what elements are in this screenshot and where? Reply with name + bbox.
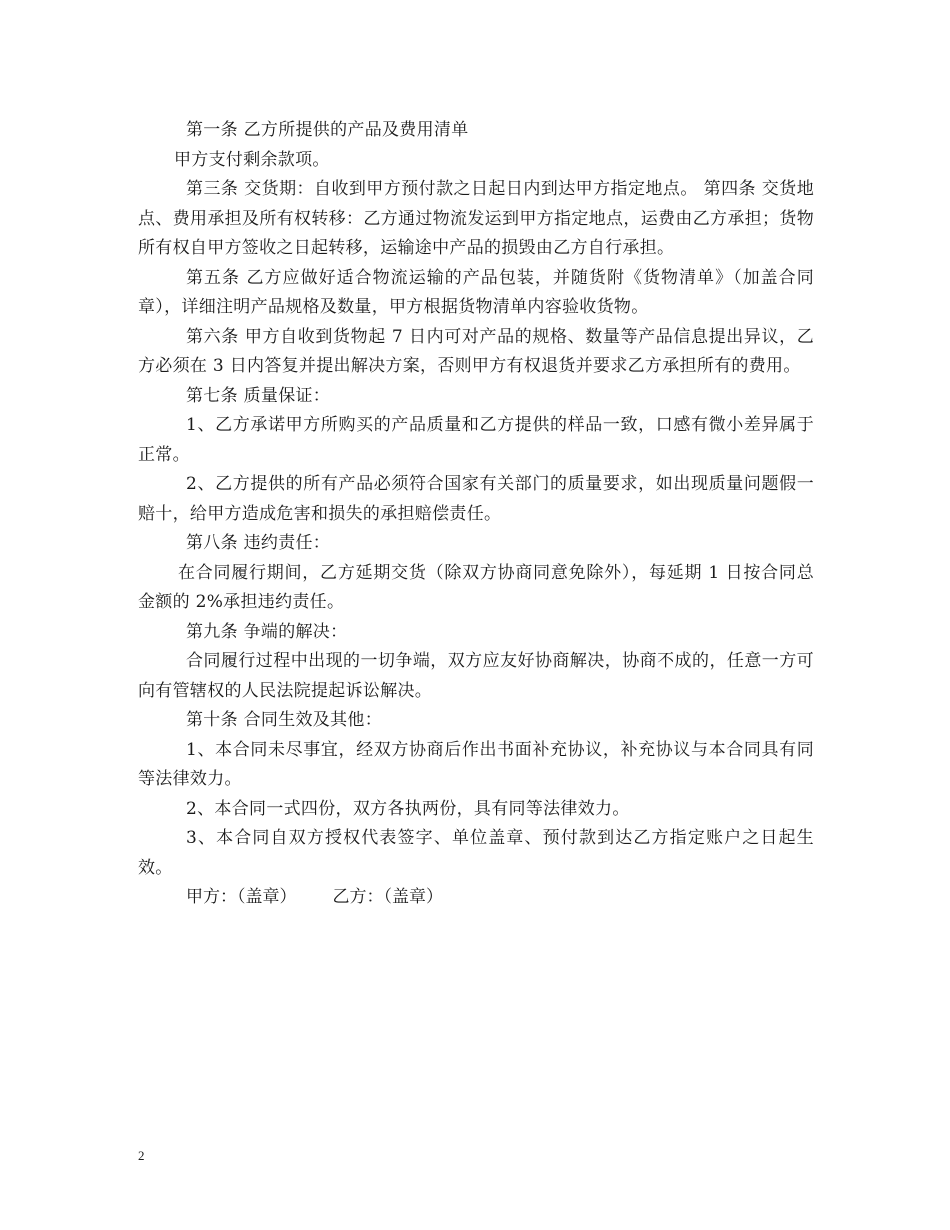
article-10-item-2: 2、本合同一式四份，双方各执两份，具有同等法律效力。: [186, 798, 630, 819]
article-10-heading: 第十条 合同生效及其他：: [186, 710, 383, 730]
signature-line: [138, 883, 814, 913]
article-10-item-1: 1、本合同未尽事宜，经双方协商后作出书面补充协议，补充协议与本合同具有同等法律效力。: [138, 739, 814, 789]
article-8-heading: 第八条 违约责任：: [186, 533, 331, 553]
article-10-item-3: 3、本合同自双方授权代表签字、单位盖章、预付款到达乙方指定账户之日起生效。: [138, 828, 814, 878]
article-9-heading: 第九条 争端的解决：: [186, 621, 348, 642]
article-7-item-1: 1、乙方承诺甲方所购买的产品质量和乙方提供的样品一致，口感有微小差异属于正常。: [138, 415, 814, 465]
article-7-heading: 第七条 质量保证：: [186, 385, 331, 406]
page-number: 2: [138, 1148, 145, 1163]
party-a-seal: 甲方：（盖章）: [186, 887, 297, 907]
payment-remaining-paragraph: 甲方支付剩余款项。: [174, 149, 330, 170]
article-3-4-paragraph: 第三条 交货期：自收到甲方预付款之日起日内到达甲方指定地点。 第四条 交货地点、费用承担及所有权转移：乙方通过物流发运到甲方指定地点，运费由乙方承担；货物所有权自甲方签收之日起转移，运输途中产品的损毁由乙方自行承担。: [138, 179, 814, 258]
article-5-paragraph: 第五条 乙方应做好适合物流运输的产品包装，并随货附《货物清单》（加盖合同章），详细注明产品规格及数量，甲方根据货物清单内容验收货物。: [138, 267, 814, 317]
party-b-seal: 乙方：（盖章）: [332, 887, 443, 907]
article-6-paragraph: 第六条 甲方自收到货物起 7 日内可对产品的规格、数量等产品信息提出异议，乙方必须在 3 日内答复并提出解决方案，否则甲方有权退货并要求乙方承担所有的费用。: [138, 326, 814, 376]
article-1-heading: 第一条 乙方所提供的产品及费用清单: [186, 120, 469, 140]
article-9-paragraph: 合同履行过程中出现的一切争端，双方应友好协商解决，协商不成的，任意一方可向有管辖权的人民法院提起诉讼解决。: [138, 651, 814, 701]
article-8-paragraph: 在合同履行期间，乙方延期交货（除双方协商同意免除外），每延期 1 日按合同总金额的 2%承担违约责任。: [138, 562, 814, 612]
article-7-item-2: 2、乙方提供的所有产品必须符合国家有关部门的质量要求，如出现质量问题假一赔十，给甲方造成危害和损失的承担赔偿责任。: [138, 474, 814, 524]
contract-body: [138, 116, 814, 913]
